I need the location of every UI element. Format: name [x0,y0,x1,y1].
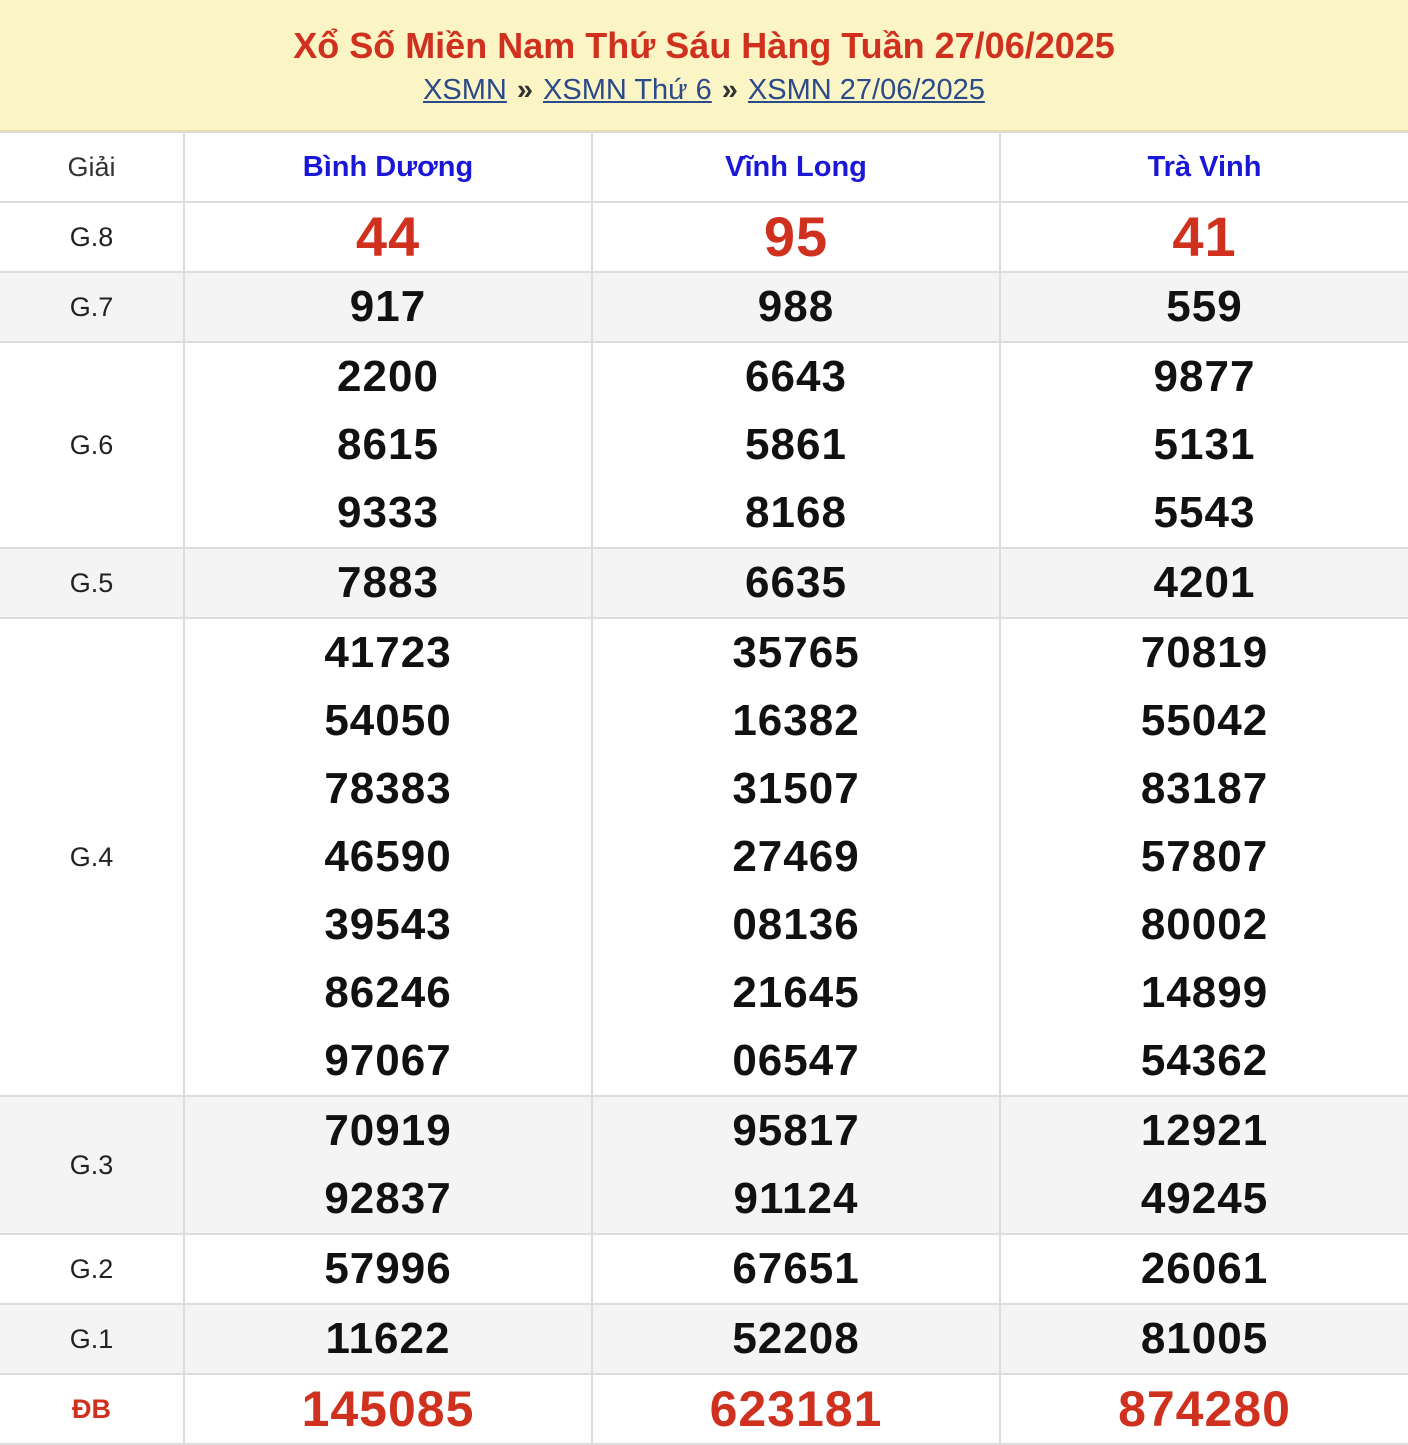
prize-label: ĐB [0,1374,184,1444]
prize-number: 5543 [1153,488,1256,537]
breadcrumb-link-xsmn-thu-6[interactable]: XSMN Thứ 6 [543,74,712,106]
prize-number: 97067 [324,1036,452,1085]
prize-cell [184,272,592,342]
prize-cell [184,202,592,272]
prize-number: 11622 [325,1314,451,1363]
prize-number: 623181 [709,1381,883,1437]
prize-number: 874280 [1118,1381,1291,1437]
prize-number: 57996 [324,1244,452,1293]
breadcrumb [0,72,1408,108]
prize-number: 95817 [732,1106,860,1155]
prize-number: 91124 [733,1174,859,1223]
prize-number: 8615 [337,420,439,469]
prize-number: 6643 [745,352,847,401]
prize-label: G.4 [0,618,184,1096]
breadcrumb-link-xsmn[interactable]: XSMN [423,74,507,106]
prize-number: 26061 [1140,1244,1269,1293]
prize-number: 54362 [1140,1036,1269,1085]
prize-cell [592,618,1000,1096]
prize-number: 559 [1166,282,1243,331]
prize-label: G.2 [0,1234,184,1304]
prize-cell [1000,202,1408,272]
prize-number: 7883 [337,558,439,607]
prize-number: 55042 [1140,696,1269,745]
prize-number: 35765 [732,628,860,677]
prize-number: 4201 [1153,558,1256,607]
prize-cell [1000,618,1408,1096]
prize-number: 27469 [732,832,860,881]
breadcrumb-link-xsmn-date[interactable]: XSMN 27/06/2025 [747,74,985,106]
page-title: Xổ Số Miền Nam Thứ Sáu Hàng Tuần 27/06/2025 [293,25,1115,66]
prize-label: G.8 [0,202,184,272]
prize-number: 54050 [324,696,452,745]
prize-cell [184,548,592,618]
prize-cell [1000,1096,1408,1234]
prize-number: 80002 [1140,900,1269,949]
table-row [0,1374,1408,1444]
prize-number: 52208 [732,1314,860,1363]
prize-number: 5131 [1153,420,1256,469]
prize-column-header: Giải [0,132,184,202]
prize-number: 83187 [1140,764,1269,813]
prize-label: G.6 [0,342,184,548]
prize-number: 78383 [324,764,452,813]
prize-number: 5861 [745,420,847,469]
prize-number: 988 [757,282,835,331]
prize-number: 46590 [324,832,452,881]
table-row [0,1234,1408,1304]
prize-number: 145085 [301,1381,475,1437]
province-header-vinh-long: Vĩnh Long [592,132,1000,202]
prize-cell [592,342,1000,548]
prize-cell [1000,1304,1408,1374]
prize-number: 14899 [1140,968,1269,1017]
prize-cell [1000,272,1408,342]
prize-cell [184,1234,592,1304]
prize-number: 92837 [324,1174,452,1223]
prize-number: 49245 [1140,1174,1269,1223]
breadcrumb-separator: » [721,74,738,106]
prize-number: 31507 [732,764,860,813]
prize-cell [592,1234,1000,1304]
prize-number: 57807 [1140,832,1269,881]
results-table [0,131,1408,1445]
prize-number: 12921 [1140,1106,1269,1155]
prize-label: G.1 [0,1304,184,1374]
province-header-binh-duong: Bình Dương [184,132,592,202]
prize-label: G.5 [0,548,184,618]
prize-cell [184,1304,592,1374]
table-row [0,1096,1408,1234]
prize-number: 08136 [732,900,860,949]
prize-number: 95 [763,205,829,268]
prize-cell [1000,342,1408,548]
prize-number: 70919 [324,1106,452,1155]
prize-number: 70819 [1140,628,1269,677]
prize-cell [184,618,592,1096]
table-row [0,618,1408,1096]
prize-number: 86246 [324,968,452,1017]
prize-number: 8168 [745,488,847,537]
prize-cell [592,548,1000,618]
prize-number: 9877 [1153,352,1256,401]
prize-number: 917 [349,282,427,331]
table-row [0,342,1408,548]
prize-cell [1000,1374,1408,1444]
table-row [0,1304,1408,1374]
prize-cell [592,1304,1000,1374]
prize-cell [592,1374,1000,1444]
province-header-tra-vinh: Trà Vinh [1000,132,1408,202]
prize-number: 41 [1172,205,1237,268]
prize-number: 16382 [732,696,860,745]
breadcrumb-separator: » [516,74,534,106]
prize-cell [592,202,1000,272]
table-row [0,548,1408,618]
prize-cell [184,1096,592,1234]
prize-number: 81005 [1140,1314,1269,1363]
prize-cell [184,1374,592,1444]
table-row [0,202,1408,272]
prize-label: G.7 [0,272,184,342]
prize-number: 67651 [732,1244,860,1293]
prize-cell [592,272,1000,342]
prize-number: 39543 [324,900,452,949]
table-header-row [0,132,1408,202]
prize-number: 41723 [324,628,452,677]
prize-label: G.3 [0,1096,184,1234]
prize-cell [184,342,592,548]
prize-cell [592,1096,1000,1234]
prize-number: 06547 [732,1036,860,1085]
prize-cell [1000,548,1408,618]
prize-number: 21645 [732,968,860,1017]
prize-number: 6635 [745,558,847,607]
page-header [0,0,1408,131]
prize-number: 2200 [337,352,439,401]
prize-number: 44 [355,205,421,268]
prize-number: 9333 [337,488,439,537]
prize-cell [1000,1234,1408,1304]
table-row [0,272,1408,342]
